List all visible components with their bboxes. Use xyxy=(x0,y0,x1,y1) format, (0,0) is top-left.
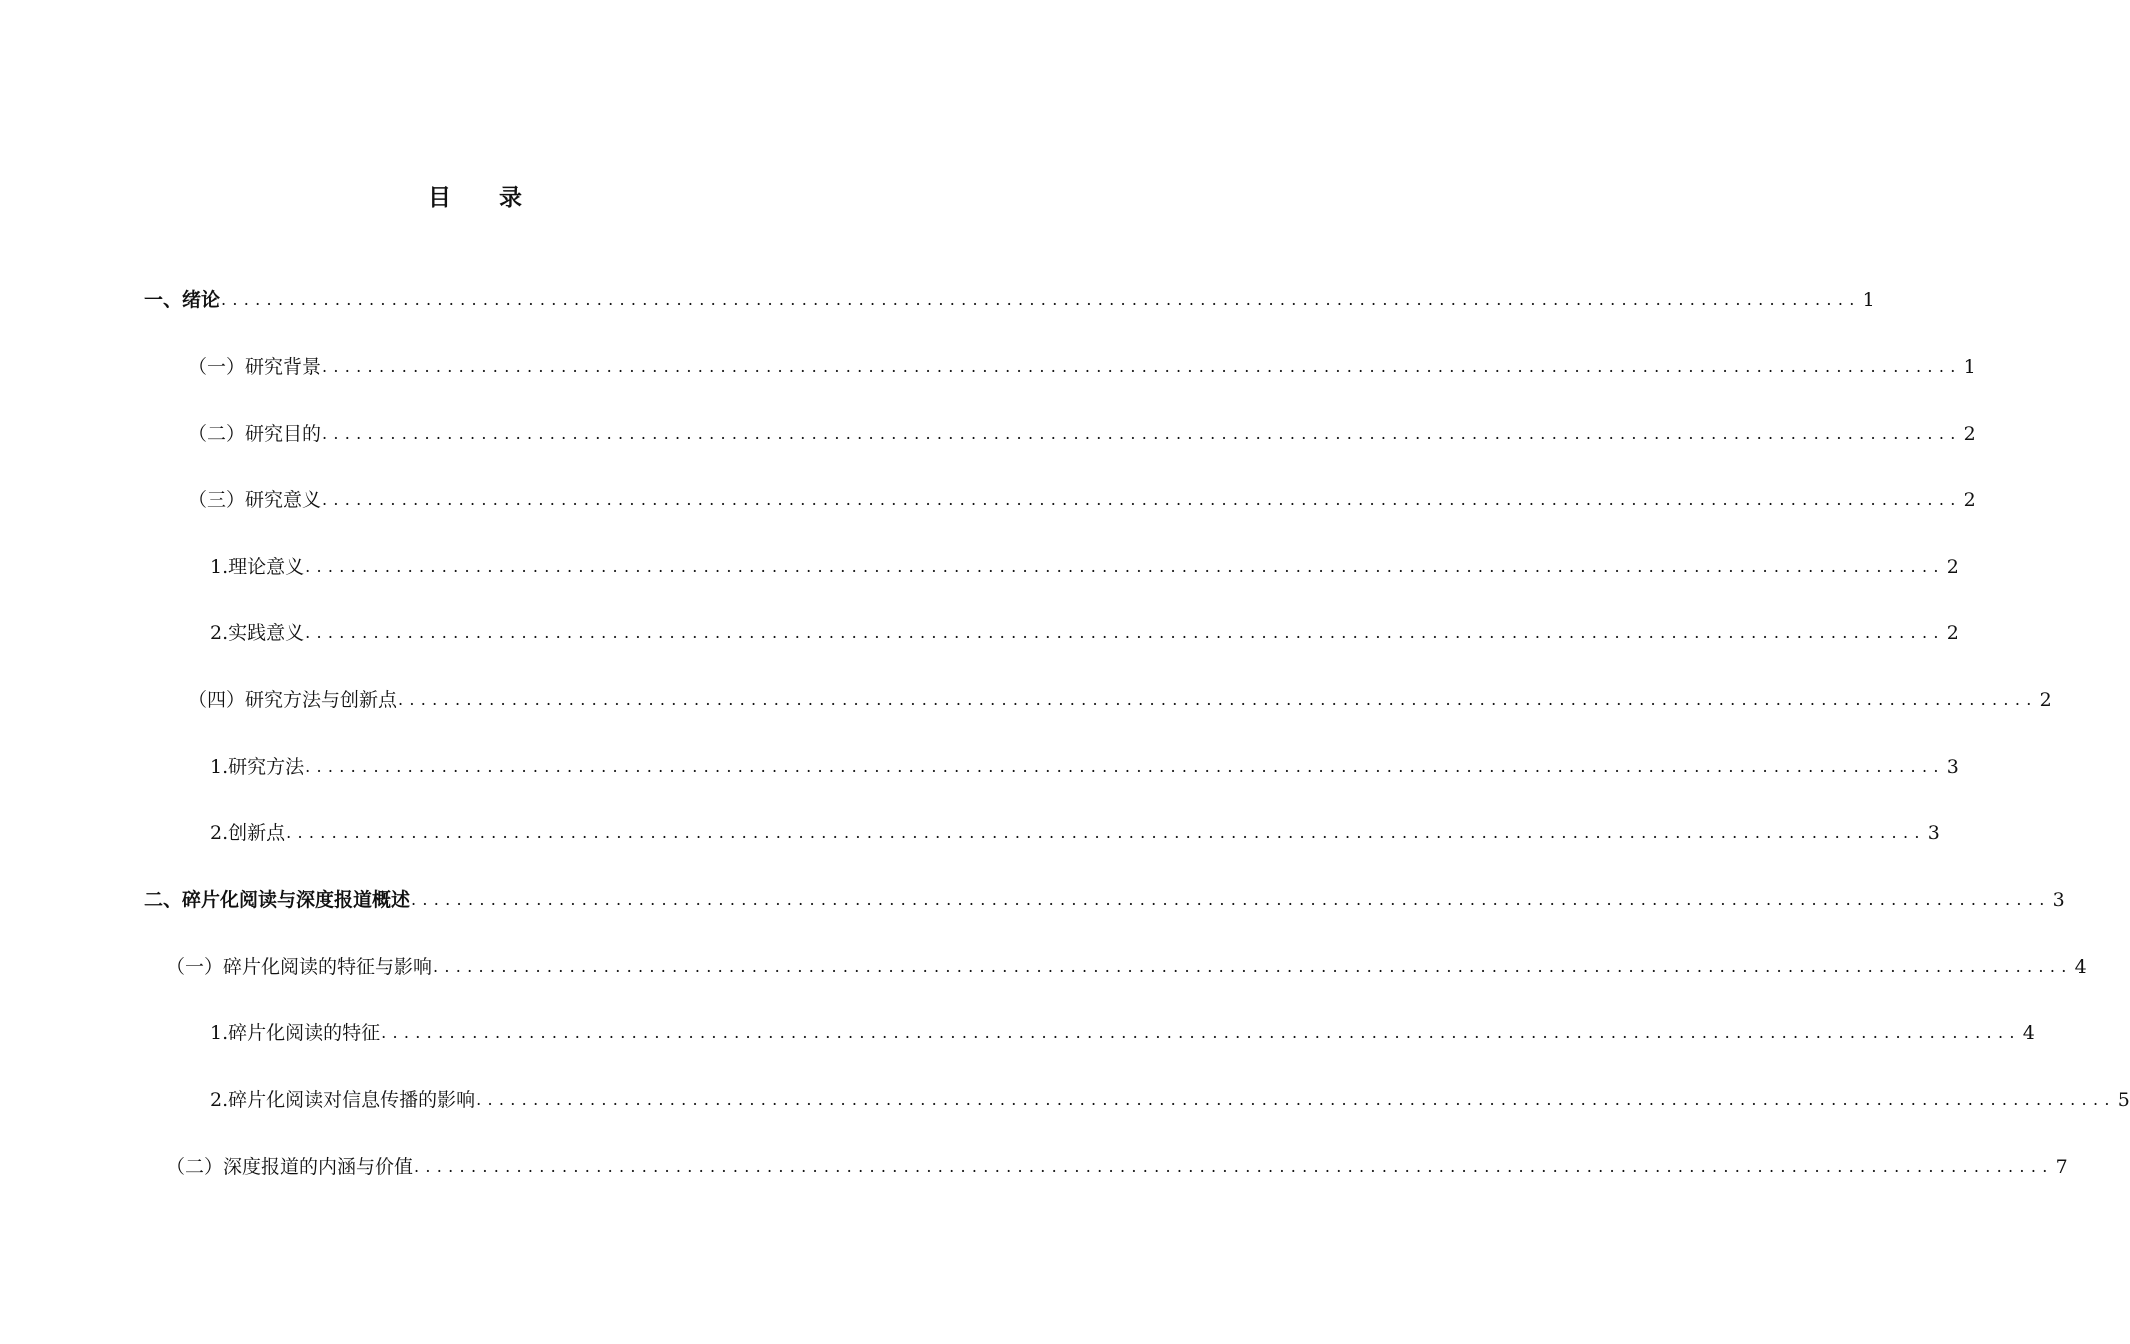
toc-entry[interactable] xyxy=(144,282,1875,314)
toc-entry[interactable] xyxy=(210,615,1959,647)
toc-leader: ................................................................................................................................................ xyxy=(286,823,1926,842)
toc-page-number: 1 xyxy=(1963,356,1976,378)
toc-page-number: 4 xyxy=(2022,1022,2035,1044)
toc-leader: ................................................................................................................................................ xyxy=(305,757,1945,776)
toc-entry-label: （一）研究背景 xyxy=(188,356,322,378)
toc-entry-label: 2.实践意义 xyxy=(210,622,305,644)
toc-page-number: 2 xyxy=(1946,622,1959,644)
toc-leader: ................................................................................................................................................ xyxy=(476,1090,2116,1109)
toc-entry[interactable] xyxy=(210,549,1959,581)
toc-leader: ................................................................................................................................................ xyxy=(414,1157,2054,1176)
toc-page-number: 5 xyxy=(2117,1089,2130,1111)
toc-page-number: 2 xyxy=(1963,423,1976,445)
toc-entry-label: 1.研究方法 xyxy=(210,756,305,778)
toc-page-number: 3 xyxy=(2052,889,2065,911)
toc-leader: ................................................................................................................................................ xyxy=(322,490,1962,509)
toc-entry[interactable] xyxy=(210,1015,2035,1047)
toc-page-number: 7 xyxy=(2055,1156,2068,1178)
toc-leader: ................................................................................................................................................ xyxy=(433,957,2073,976)
toc-entry[interactable] xyxy=(188,349,1976,381)
toc-entry-label: 一、绪论 xyxy=(144,289,221,311)
toc-entry-label: （三）研究意义 xyxy=(188,489,322,511)
toc-entry[interactable] xyxy=(210,749,1959,781)
toc-page-number: 2 xyxy=(2039,689,2052,711)
page-title-char-2: 录 xyxy=(499,185,522,211)
toc-leader: ................................................................................................................................................ xyxy=(398,690,2038,709)
toc-leader: ................................................................................................................................................ xyxy=(322,424,1962,443)
toc-entry[interactable] xyxy=(144,882,2065,914)
toc-entry-label: （二）研究目的 xyxy=(188,423,322,445)
toc-page-number: 2 xyxy=(1963,489,1976,511)
page-title-char-1: 目 xyxy=(428,185,451,211)
toc-entry[interactable] xyxy=(166,1149,2068,1181)
toc-entry[interactable] xyxy=(166,949,2087,981)
toc-leader: ................................................................................................................................................ xyxy=(221,290,1861,309)
toc-leader: ................................................................................................................................................ xyxy=(305,557,1945,576)
toc-entry-label: （四）研究方法与创新点 xyxy=(188,689,398,711)
toc-leader: ................................................................................................................................................ xyxy=(381,1023,2021,1042)
toc-entry[interactable] xyxy=(210,815,1940,847)
toc-entry-label: 2.碎片化阅读对信息传播的影响 xyxy=(210,1089,476,1111)
toc-entry-label: （二）深度报道的内涵与价值 xyxy=(166,1156,414,1178)
toc-page-number: 1 xyxy=(1862,289,1875,311)
toc-entry-label: （一）碎片化阅读的特征与影响 xyxy=(166,956,433,978)
toc-page-number: 4 xyxy=(2074,956,2087,978)
toc-entry-label: 2.创新点 xyxy=(210,822,286,844)
toc-entry-label: 1.理论意义 xyxy=(210,556,305,578)
toc-entry-label: 1.碎片化阅读的特征 xyxy=(210,1022,381,1044)
toc-entry[interactable] xyxy=(188,482,1976,514)
toc-leader: ................................................................................................................................................ xyxy=(411,890,2051,909)
page-title xyxy=(0,182,950,214)
toc-entry[interactable] xyxy=(188,416,1976,448)
toc-entry[interactable] xyxy=(188,682,2052,714)
toc-entry[interactable] xyxy=(210,1082,2130,1114)
toc-leader: ................................................................................................................................................ xyxy=(322,357,1962,376)
toc-entry-label: 二、碎片化阅读与深度报道概述 xyxy=(144,889,411,911)
toc-page-number: 3 xyxy=(1927,822,1940,844)
toc-page-number: 3 xyxy=(1946,756,1959,778)
toc-page-number: 2 xyxy=(1946,556,1959,578)
toc-leader: ................................................................................................................................................ xyxy=(305,623,1945,642)
